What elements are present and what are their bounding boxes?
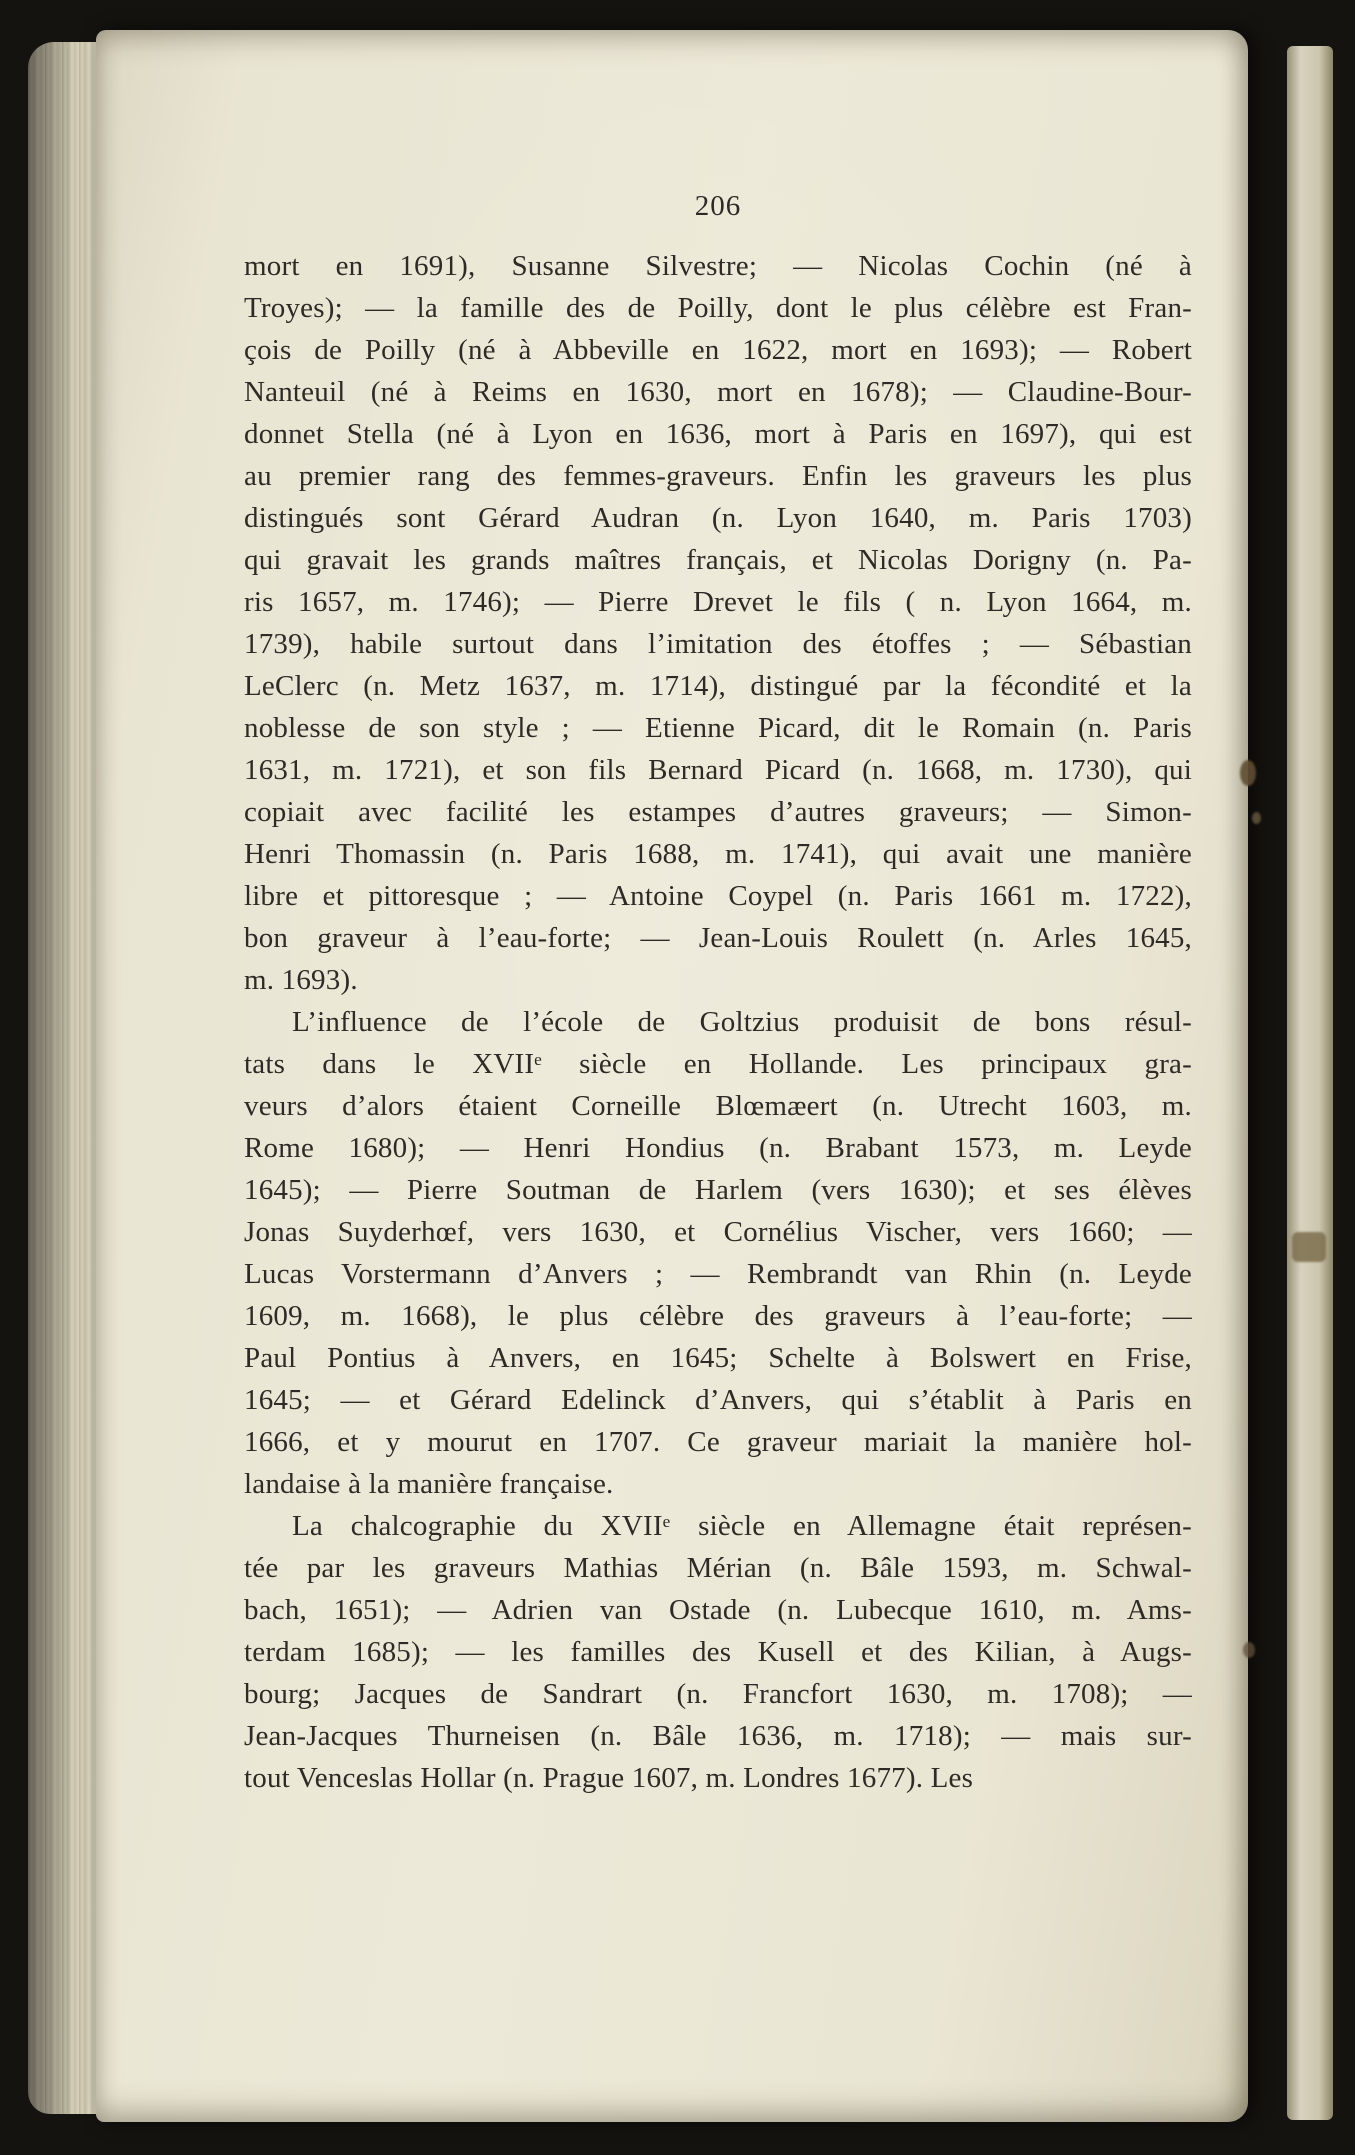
text-line: copiait avec facilité les estampes d’autres graveurs; — Simon- — [244, 796, 1192, 828]
text-line: 1609, m. 1668), le plus célèbre des graveurs à l’eau-forte; — — [244, 1300, 1192, 1332]
paragraph — [244, 1001, 1192, 1505]
text-line: libre et pittoresque ; — Antoine Coypel (n. Paris 1661 m. 1722), — [244, 880, 1192, 912]
text-line: La chalcographie du XVIIᵉ siècle en Allemagne était représen- — [292, 1510, 1192, 1542]
text-line: donnet Stella (né à Lyon en 1636, mort à Paris en 1697), qui est — [244, 418, 1192, 450]
text-line: çois de Poilly (né à Abbeville en 1622, mort en 1693); — Robert — [244, 334, 1192, 366]
text-line: 1645; — et Gérard Edelinck d’Anvers, qui s’établit à Paris en — [244, 1384, 1192, 1416]
text-line: Rome 1680); — Henri Hondius (n. Brabant 1573, m. Leyde — [244, 1132, 1192, 1164]
bookmark-mark — [1292, 1232, 1326, 1262]
text-line: Troyes); — la famille des de Poilly, dont le plus célèbre est Fran- — [244, 292, 1192, 324]
text-line: tats dans le XVIIᵉ siècle en Hollande. Les principaux gra- — [244, 1048, 1192, 1080]
text-line: 1739), habile surtout dans l’imitation des étoffes ; — Sébastian — [244, 628, 1192, 660]
text-line: ris 1657, m. 1746); — Pierre Drevet le fils ( n. Lyon 1664, m. — [244, 586, 1192, 618]
book-page — [96, 30, 1248, 2122]
text-line: Jean-Jacques Thurneisen (n. Bâle 1636, m. 1718); — mais sur- — [244, 1720, 1192, 1752]
ink-stain — [1240, 760, 1256, 786]
text-line: bon graveur à l’eau-forte; — Jean-Louis Roulett (n. Arles 1645, — [244, 922, 1192, 954]
text-line: qui gravait les grands maîtres français, et Nicolas Dorigny (n. Pa- — [244, 544, 1192, 576]
text-line: tout Venceslas Hollar (n. Prague 1607, m. Londres 1677). Les — [244, 1762, 974, 1794]
text-line: m. 1693). — [244, 964, 358, 996]
text-line: Paul Pontius à Anvers, en 1645; Schelte à Bolswert en Frise, — [244, 1342, 1192, 1374]
text-line: landaise à la manière française. — [244, 1468, 614, 1500]
text-line: noblesse de son style ; — Etienne Picard, dit le Romain (n. Paris — [244, 712, 1192, 744]
text-line: mort en 1691), Susanne Silvestre; — Nicolas Cochin (né à — [244, 250, 1192, 282]
text-line: au premier rang des femmes-graveurs. Enfin les graveurs les plus — [244, 460, 1192, 492]
ink-stain — [1252, 812, 1261, 824]
text-line: distingués sont Gérard Audran (n. Lyon 1640, m. Paris 1703) — [244, 502, 1192, 534]
page-number: 206 — [694, 190, 742, 222]
text-line: L’influence de l’école de Goltzius produisit de bons résul- — [292, 1006, 1192, 1038]
text-line: tée par les graveurs Mathias Mérian (n. Bâle 1593, m. Schwal- — [244, 1552, 1192, 1584]
text-line: 1666, et y mourut en 1707. Ce graveur mariait la manière hol- — [244, 1426, 1192, 1458]
text-line: 1645); — Pierre Soutman de Harlem (vers 1630); et ses élèves — [244, 1174, 1192, 1206]
text-line: 1631, m. 1721), et son fils Bernard Picard (n. 1668, m. 1730), qui — [244, 754, 1192, 786]
text-line: veurs d’alors étaient Corneille Blœmæert (n. Utrecht 1603, m. — [244, 1090, 1192, 1122]
next-page-edge — [1287, 46, 1333, 2120]
text-line: Nanteuil (né à Reims en 1630, mort en 1678); — Claudine-Bour- — [244, 376, 1192, 408]
text-line: Henri Thomassin (n. Paris 1688, m. 1741), qui avait une manière — [244, 838, 1192, 870]
text-block — [244, 185, 1192, 1799]
text-line: Jonas Suyderhœf, vers 1630, et Cornélius Vischer, vers 1660; — — [244, 1216, 1192, 1248]
paragraph — [244, 1505, 1192, 1799]
text-line: bach, 1651); — Adrien van Ostade (n. Lubecque 1610, m. Ams- — [244, 1594, 1192, 1626]
paragraph — [244, 245, 1192, 1001]
text-line: LeClerc (n. Metz 1637, m. 1714), distingué par la fécondité et la — [244, 670, 1192, 702]
text-line: bourg; Jacques de Sandrart (n. Francfort 1630, m. 1708); — — [244, 1678, 1192, 1710]
text-line: Lucas Vorstermann d’Anvers ; — Rembrandt van Rhin (n. Leyde — [244, 1258, 1192, 1290]
ink-stain — [1243, 1642, 1255, 1658]
text-line: terdam 1685); — les familles des Kusell et des Kilian, à Augs- — [244, 1636, 1192, 1668]
